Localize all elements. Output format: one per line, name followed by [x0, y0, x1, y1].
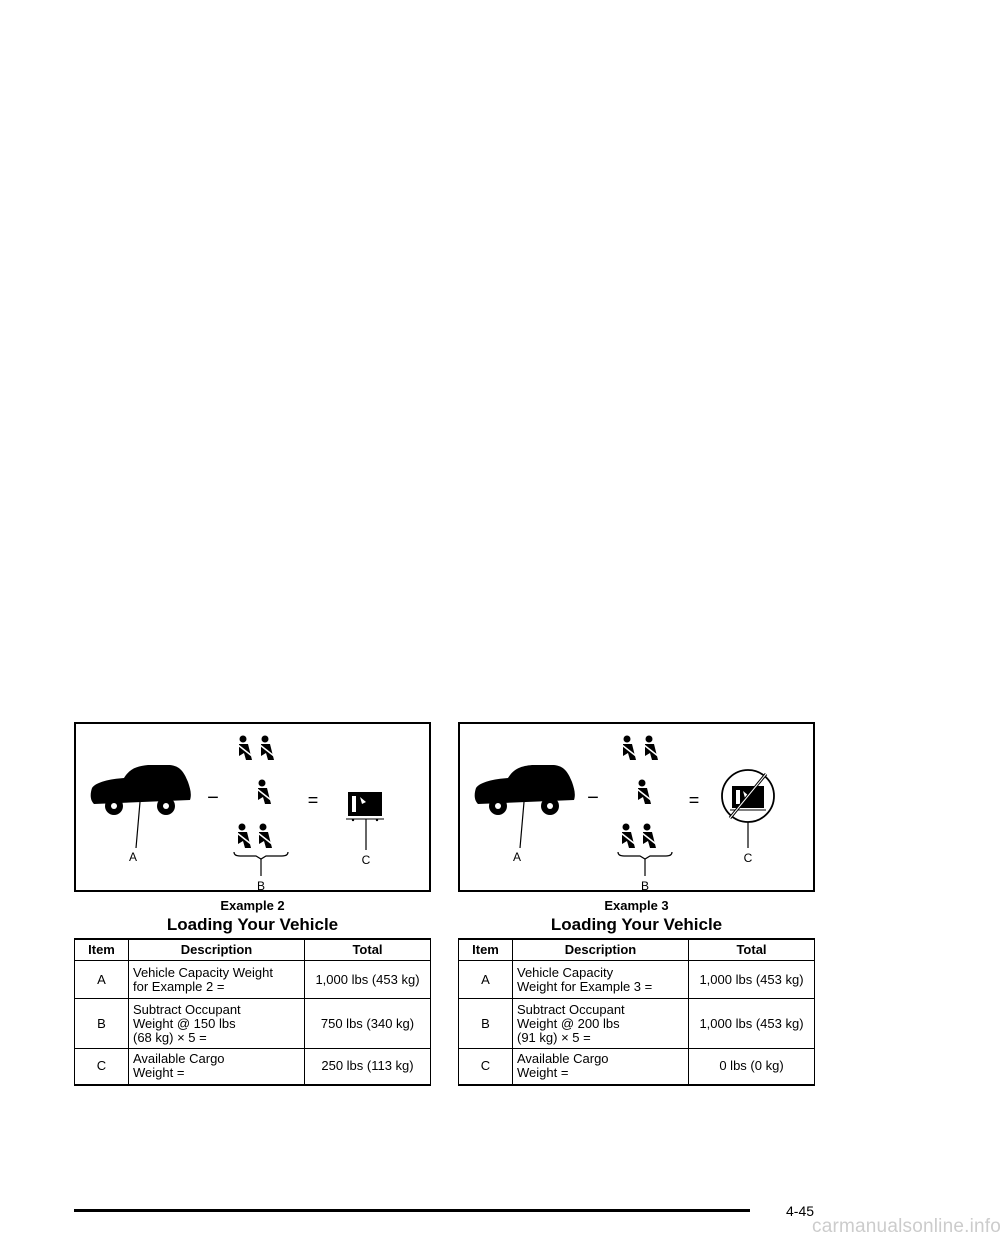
seated-occupant-icon — [621, 824, 635, 849]
description-cell — [513, 961, 689, 999]
table-title: Loading Your Vehicle — [550, 915, 723, 934]
cargo-icon — [346, 792, 384, 850]
item-cell: B — [459, 999, 513, 1049]
label-a: A — [128, 850, 138, 864]
watermark: carmanualsonline.info — [812, 1216, 1001, 1237]
description-line: Weight for Example 3 = — [517, 978, 653, 994]
description-cell — [513, 1049, 689, 1085]
equals-sign: = — [307, 790, 319, 810]
seated-occupant-icon — [260, 736, 274, 761]
header-item: Item — [459, 939, 513, 961]
description-line: Available Cargo — [133, 1051, 225, 1067]
total-cell: 750 lbs (340 kg) — [305, 999, 431, 1049]
label-c: C — [743, 851, 753, 865]
table-row — [459, 999, 815, 1049]
header-description: Description — [513, 939, 689, 961]
loading-illustration — [74, 722, 431, 892]
description-line: Weight = — [517, 1065, 569, 1081]
example-caption: Example 2 — [220, 898, 285, 913]
equals-sign: = — [688, 790, 700, 810]
loading-table — [74, 938, 431, 1086]
label-b: B — [640, 879, 650, 893]
car-icon — [91, 765, 191, 848]
header-total: Total — [689, 939, 815, 961]
header-description: Description — [129, 939, 305, 961]
description-cell — [129, 999, 305, 1049]
total-cell: 1,000 lbs (453 kg) — [689, 999, 815, 1049]
description-line: Subtract Occupant — [133, 1001, 241, 1017]
description-line: (68 kg) × 5 = — [133, 1029, 207, 1045]
total-cell: 0 lbs (0 kg) — [689, 1049, 815, 1085]
total-cell: 1,000 lbs (453 kg) — [305, 961, 431, 999]
footer-rule — [74, 1209, 750, 1212]
example-caption: Example 3 — [604, 898, 669, 913]
table-title: Loading Your Vehicle — [166, 915, 339, 934]
label-c: C — [361, 853, 371, 867]
page-number: 4-45 — [786, 1203, 815, 1219]
description-line: Weight @ 150 lbs — [133, 1015, 236, 1031]
seated-occupant-icon — [238, 736, 252, 761]
table-row — [75, 999, 431, 1049]
table-row — [459, 961, 815, 999]
table-header-row — [75, 939, 431, 961]
item-cell: B — [75, 999, 129, 1049]
item-cell: C — [459, 1049, 513, 1085]
no-cargo-icon — [722, 770, 774, 848]
header-item: Item — [75, 939, 129, 961]
loading-illustration — [458, 722, 815, 892]
minus-sign: − — [587, 787, 599, 809]
description-line: Vehicle Capacity Weight — [133, 964, 273, 980]
header-total: Total — [305, 939, 431, 961]
description-line: Available Cargo — [517, 1051, 609, 1067]
seated-occupant-icon — [622, 736, 636, 761]
example-3 — [458, 722, 815, 1086]
description-cell — [129, 1049, 305, 1085]
table-row — [75, 961, 431, 999]
description-cell — [513, 999, 689, 1049]
seated-occupant-icon — [637, 780, 651, 805]
seated-occupant-icon — [644, 736, 658, 761]
label-a: A — [512, 850, 522, 864]
loading-table — [458, 938, 815, 1086]
total-cell: 250 lbs (113 kg) — [305, 1049, 431, 1085]
table-header-row — [459, 939, 815, 961]
description-line: Vehicle Capacity — [517, 964, 614, 980]
seated-occupant-icon — [237, 824, 251, 849]
item-cell: A — [75, 961, 129, 999]
description-line: Subtract Occupant — [517, 1001, 625, 1017]
item-cell: A — [459, 961, 513, 999]
description-cell — [129, 961, 305, 999]
seated-occupant-icon — [258, 824, 272, 849]
table-row — [75, 1049, 431, 1085]
seated-occupant-icon — [642, 824, 656, 849]
description-line: (91 kg) × 5 = — [517, 1029, 591, 1045]
item-cell: C — [75, 1049, 129, 1085]
total-cell: 1,000 lbs (453 kg) — [689, 961, 815, 999]
minus-sign: − — [207, 787, 219, 809]
description-line: Weight @ 200 lbs — [517, 1015, 620, 1031]
example-2 — [74, 722, 431, 1086]
description-line: for Example 2 = — [133, 978, 225, 994]
table-row — [459, 1049, 815, 1085]
seated-occupant-icon — [257, 780, 271, 805]
car-icon — [475, 765, 575, 848]
description-line: Weight = — [133, 1065, 185, 1081]
label-b: B — [256, 879, 266, 893]
